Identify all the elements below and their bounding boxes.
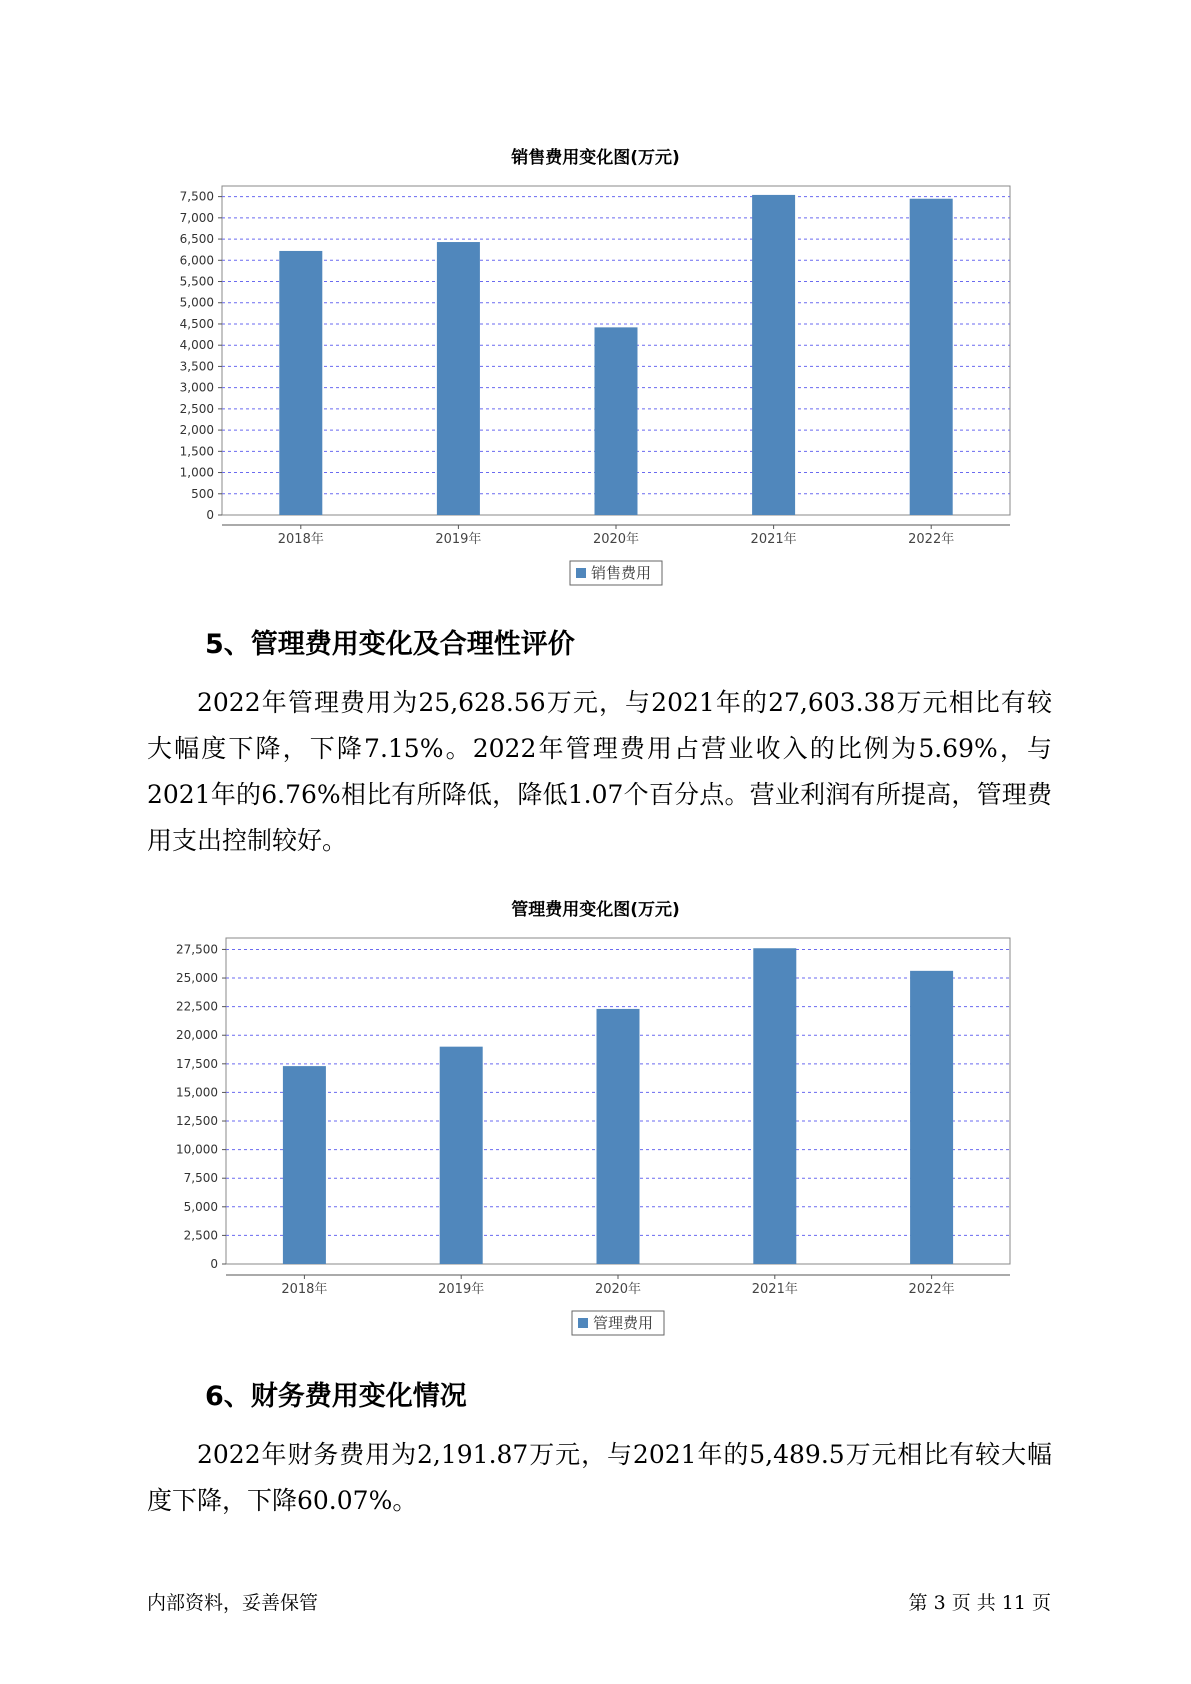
y-tick-label: 2,500 <box>183 1228 218 1243</box>
x-tick-label: 2018年 <box>277 532 324 547</box>
bar-2022年 <box>910 199 953 515</box>
x-tick-label: 2019年 <box>435 532 482 547</box>
x-tick-label: 2021年 <box>750 532 797 547</box>
y-tick-label: 25,000 <box>176 971 218 986</box>
admin-expense-chart <box>0 920 1191 1350</box>
section-5-heading: 5、管理费用变化及合理性评价 <box>205 629 575 660</box>
legend-label: 销售费用 <box>591 564 652 582</box>
bar-2020年 <box>595 327 638 515</box>
y-tick-label: 3,000 <box>179 380 214 395</box>
y-tick-label: 6,000 <box>179 253 214 268</box>
sales-expense-chart-title: 销售费用变化图(万元) <box>511 148 680 168</box>
footer-confidential-note: 内部资料，妥善保管 <box>147 1592 319 1614</box>
bar-2020年 <box>597 1009 640 1264</box>
y-tick-label: 7,500 <box>179 189 214 204</box>
admin-expense-chart-title: 管理费用变化图(万元) <box>511 900 680 920</box>
y-tick-label: 17,500 <box>176 1056 218 1071</box>
section-6-paragraph <box>147 1432 1052 1524</box>
legend-swatch <box>576 568 586 578</box>
x-tick-label: 2020年 <box>592 532 640 547</box>
y-tick-label: 500 <box>191 486 214 501</box>
y-tick-label: 7,000 <box>179 210 214 225</box>
y-tick-label: 0 <box>210 1257 218 1271</box>
y-tick-label: 2,500 <box>179 401 214 416</box>
footer-page-number: 第 3 页 共 11 页 <box>908 1592 1051 1614</box>
y-tick-label: 20,000 <box>176 1028 218 1043</box>
section-6-text: 2022年财务费用为2,191.87万元，与2021年的5,489.5万元相比有较大幅度下降，下降60.07%。 <box>147 1440 1052 1515</box>
x-tick-label: 2018年 <box>281 1282 328 1297</box>
x-tick-label: 2020年 <box>594 1282 642 1297</box>
y-tick-label: 2,000 <box>179 423 214 438</box>
bar-2018年 <box>279 251 322 515</box>
y-tick-label: 4,500 <box>179 316 214 331</box>
y-tick-label: 15,000 <box>176 1085 218 1100</box>
legend-swatch <box>578 1318 588 1328</box>
x-tick-label: 2022年 <box>908 1282 955 1297</box>
y-tick-label: 0 <box>206 508 214 522</box>
bar-2018年 <box>283 1066 326 1264</box>
section-5-text: 2022年管理费用为25,628.56万元，与2021年的27,603.38万元相比有较大幅度下降，下降7.15%。2022年管理费用占营业收入的比例为5.69%，与2021年的6.76%相比有所降低，降低1.07个百分点。营业利润有所提高，管理费用支出控制较好。 <box>147 688 1052 855</box>
section-6-heading: 6、财务费用变化情况 <box>205 1381 467 1412</box>
y-tick-label: 3,500 <box>179 359 214 374</box>
y-tick-label: 12,500 <box>176 1114 218 1129</box>
x-tick-label: 2019年 <box>438 1282 485 1297</box>
bar-2021年 <box>752 195 795 515</box>
y-tick-label: 10,000 <box>176 1142 218 1157</box>
y-tick-label: 1,000 <box>179 465 214 480</box>
y-tick-label: 6,500 <box>179 232 214 247</box>
y-tick-label: 5,500 <box>179 274 214 289</box>
legend-label: 管理费用 <box>593 1314 654 1332</box>
bar-2019年 <box>437 242 480 515</box>
y-tick-label: 27,500 <box>176 942 218 957</box>
sales-expense-chart <box>0 170 1191 590</box>
bar-2021年 <box>753 948 796 1264</box>
bar-2022年 <box>910 971 953 1264</box>
y-tick-label: 5,000 <box>183 1199 218 1214</box>
y-tick-label: 5,000 <box>179 295 214 310</box>
y-tick-label: 1,500 <box>179 444 214 459</box>
x-tick-label: 2021年 <box>751 1282 798 1297</box>
y-tick-label: 4,000 <box>179 338 214 353</box>
section-5-paragraph <box>147 680 1052 864</box>
x-tick-label: 2022年 <box>908 532 955 547</box>
y-tick-label: 7,500 <box>183 1171 218 1186</box>
bar-2019年 <box>440 1047 483 1264</box>
y-tick-label: 22,500 <box>176 999 218 1014</box>
